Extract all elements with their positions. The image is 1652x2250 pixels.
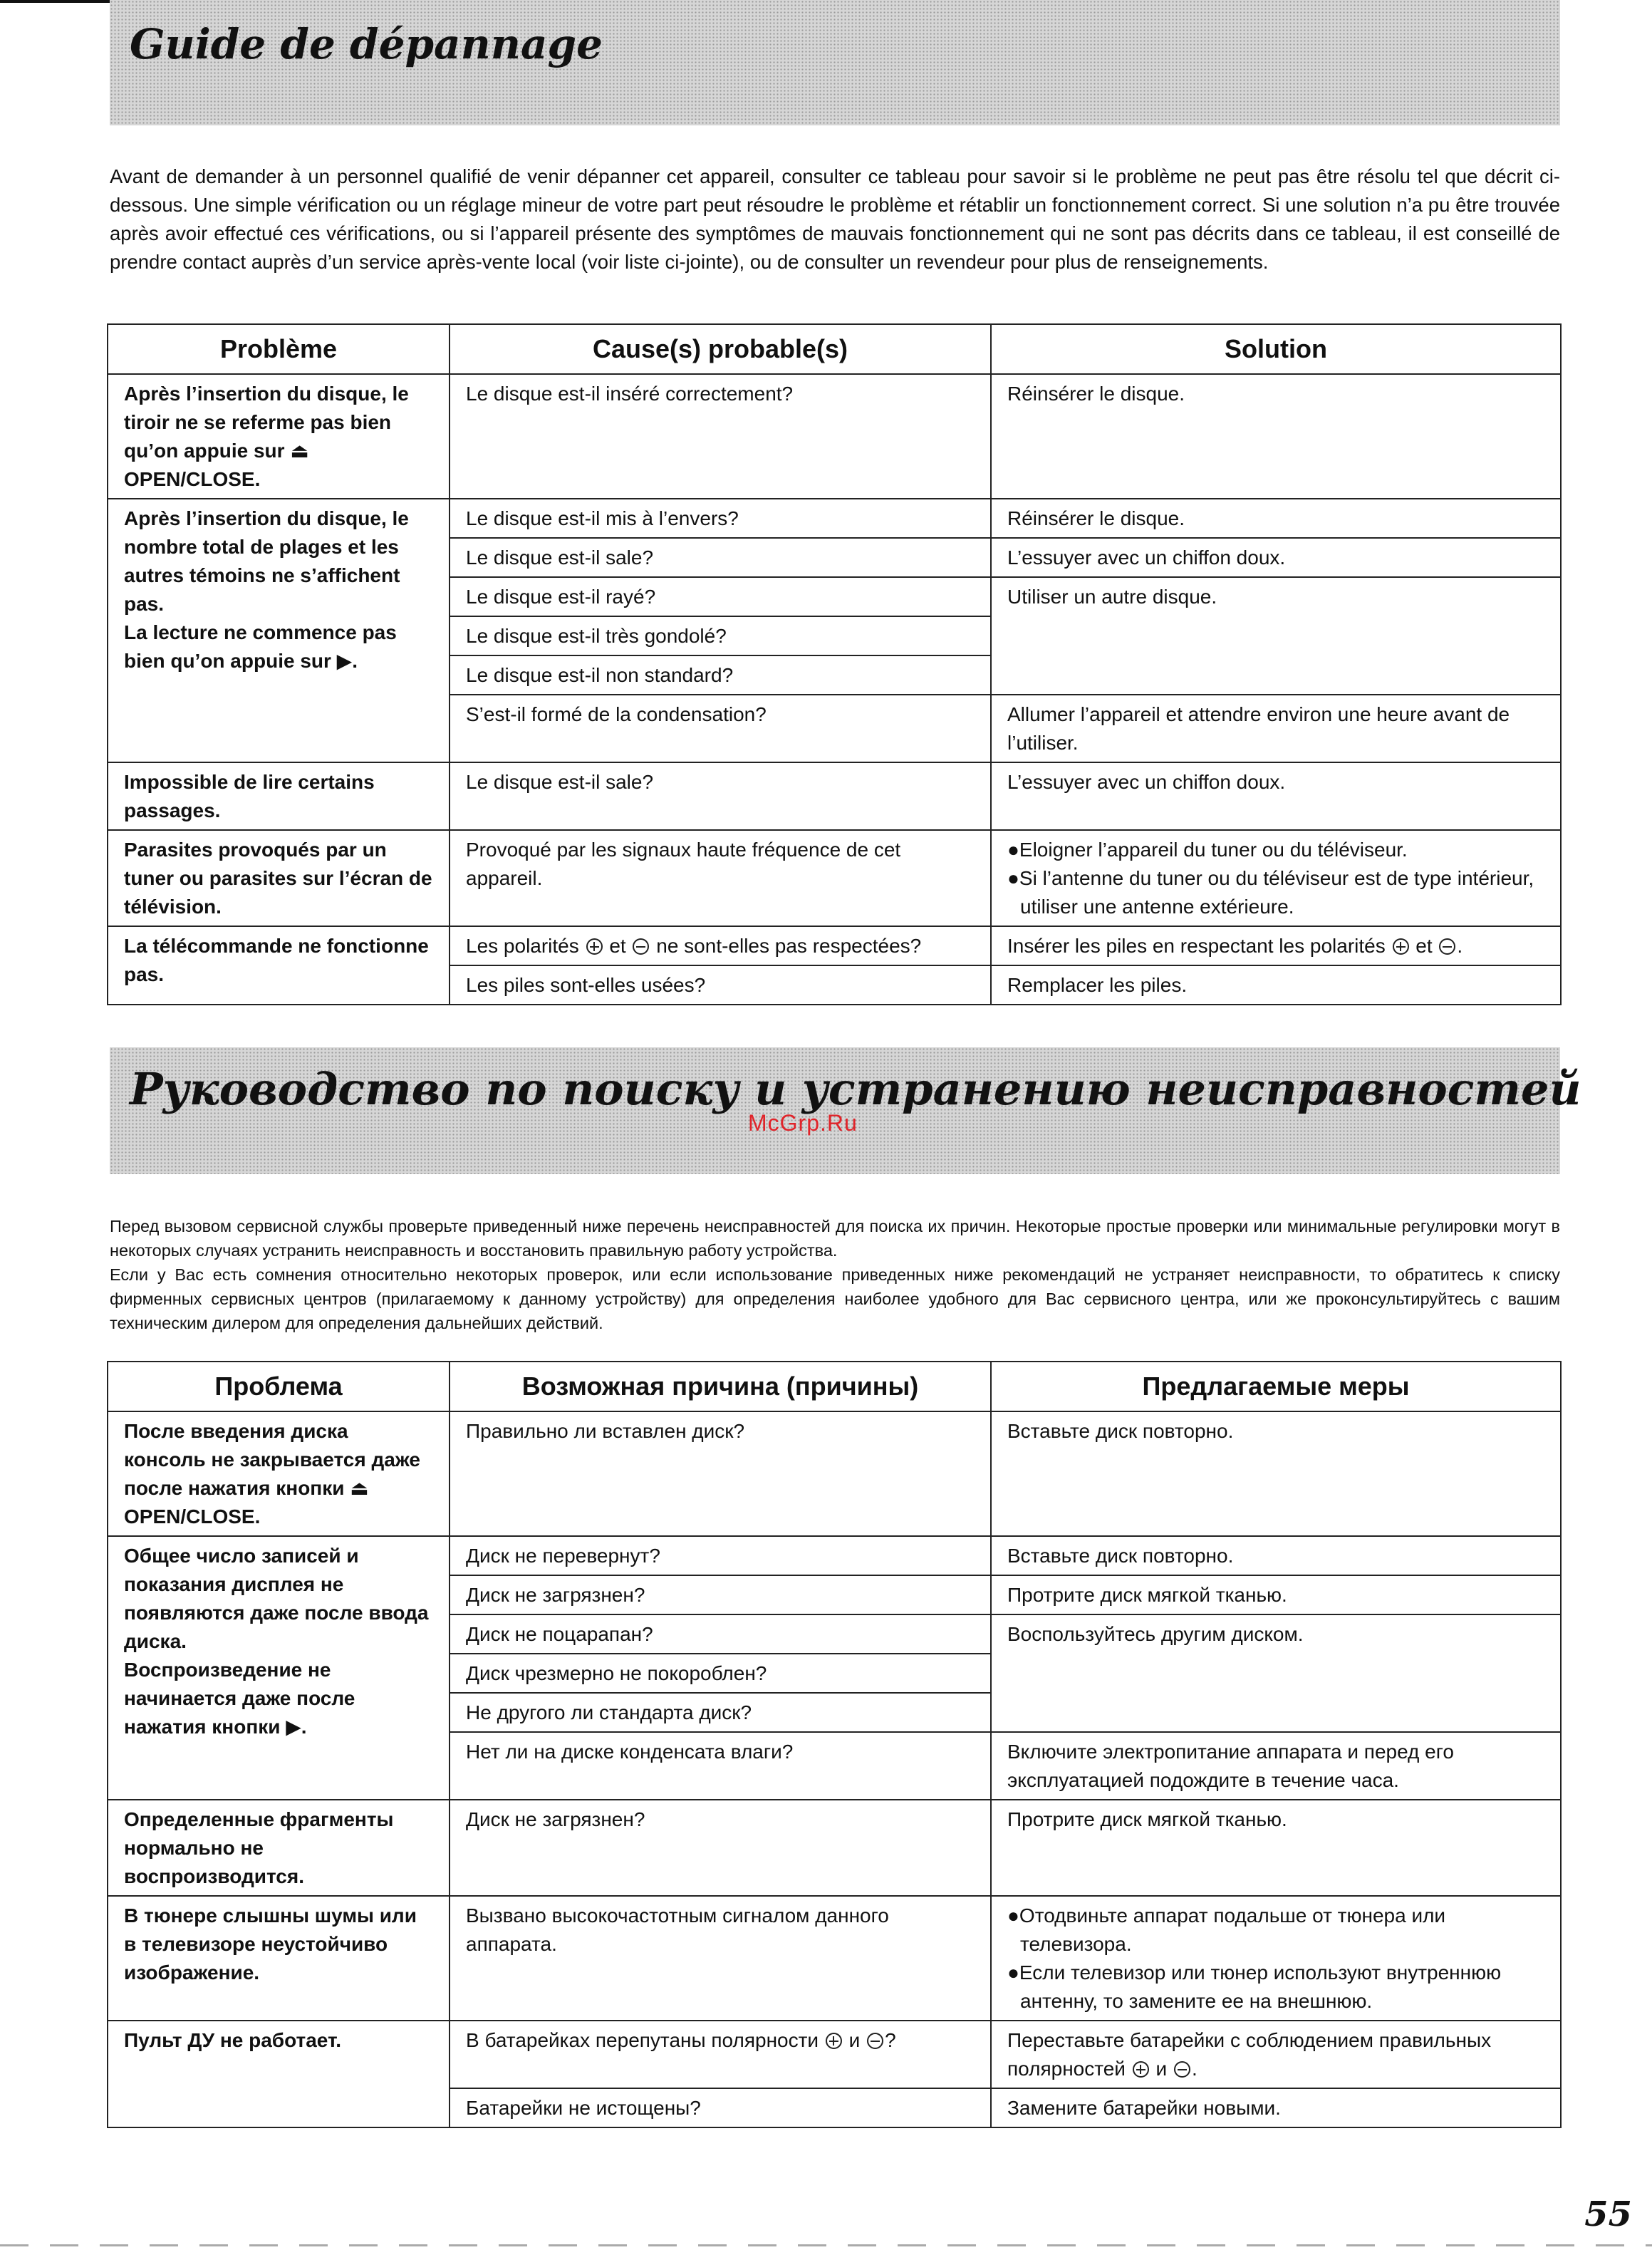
problem-cell: Impossible de lire certains passages. (108, 762, 450, 830)
table-row (108, 2021, 1561, 2088)
bottom-rule (0, 2244, 1652, 2246)
minus-polarity-icon (1439, 938, 1455, 955)
header-problem: Problème (108, 324, 450, 374)
cause-cell: Нет ли на диске конденсата влаги? (450, 1732, 991, 1800)
solution-cell: L’essuyer avec un chiffon doux. (991, 762, 1561, 830)
page-number: 55 (1584, 2194, 1632, 2234)
table-header-row (108, 1362, 1561, 1411)
solution-cell: Вставьте диск повторно. (991, 1536, 1561, 1575)
section-banner-fr (110, 0, 1560, 125)
plus-polarity-icon (826, 2033, 842, 2049)
solution-cell: Протрите диск мягкой тканью. (991, 1800, 1561, 1896)
solution-cell: Включите электропитание аппарата и перед его эксплуатацией подождите в течение часа. (991, 1732, 1561, 1800)
cause-text: и (848, 2029, 861, 2051)
problem-cell (108, 499, 450, 762)
cause-cell: Диск не перевернут? (450, 1536, 991, 1575)
solution-text: et (1415, 935, 1433, 957)
cause-cell (450, 2021, 991, 2088)
minus-polarity-icon (867, 2033, 883, 2049)
header-problem: Проблема (108, 1362, 450, 1411)
solution-text: Insérer les piles en respectant les polarités (1007, 935, 1386, 957)
cause-cell: Le disque est-il mis à l’envers? (450, 499, 991, 538)
problem-text: Après l’insertion du disque, le nombre total de plages et les autres témoins ne s’affichent pas. (124, 507, 409, 615)
cause-cell: Le disque est-il rayé? (450, 577, 991, 616)
problem-cell: La télécommande ne fonctionne pas. (108, 926, 450, 1005)
solution-cell: Протрите диск мягкой тканью. (991, 1575, 1561, 1614)
plus-polarity-icon (1133, 2061, 1149, 2078)
plus-polarity-icon (586, 938, 603, 955)
minus-polarity-icon (1174, 2061, 1190, 2078)
section-title-ru: Руководство по поиску и устранению неисправностей (130, 1063, 1581, 1115)
table-row (108, 499, 1561, 538)
cause-cell: Les piles sont-elles usées? (450, 965, 991, 1005)
problem-text: La lecture ne commence pas bien qu’on appuie sur ▶. (124, 621, 397, 672)
solution-cell: L’essuyer avec un chiffon doux. (991, 538, 1561, 577)
problem-cell: Après l’insertion du disque, le tiroir ne se referme pas bien qu’on appuie sur ⏏ OPEN/CLOSE. (108, 374, 450, 499)
cause-cell: Батарейки не истощены? (450, 2088, 991, 2127)
problem-cell: В тюнере слышны шумы или в телевизоре неустойчиво изображение. (108, 1896, 450, 2021)
solution-cell (991, 926, 1561, 965)
table-row (108, 830, 1561, 926)
solution-bullet: ●Отодвиньте аппарат подальше от тюнера или телевизора. (1007, 1904, 1446, 1955)
minus-polarity-icon (633, 938, 649, 955)
cause-cell: S’est-il formé de la condensation? (450, 695, 991, 762)
solution-cell (991, 1896, 1561, 2021)
intro-sentence: Перед вызовом сервисной службы проверьте приведенный ниже перечень неисправностей для поиска их причин. Некоторые простые проверки или минимальные регулировки могут в некоторых случаях устранить неисправность и восстановить правильную работу устройства. (110, 1217, 1560, 1260)
cause-cell: Диск не загрязнен? (450, 1575, 991, 1614)
cause-cell: Le disque est-il très gondolé? (450, 616, 991, 655)
table-row (108, 1800, 1561, 1896)
solution-text: . (1457, 935, 1463, 957)
solution-cell (991, 2021, 1561, 2088)
solution-cell: Allumer l’appareil et attendre environ une heure avant de l’utiliser. (991, 695, 1561, 762)
intro-paragraph-ru (110, 1214, 1560, 1335)
cause-cell: Le disque est-il sale? (450, 762, 991, 830)
problem-text: Воспроизведение не начинается даже после нажатия кнопки ▶. (124, 1659, 355, 1738)
solution-cell: Remplacer les piles. (991, 965, 1561, 1005)
solution-cell: Réinsérer le disque. (991, 374, 1561, 499)
cause-text: et (609, 935, 626, 957)
cause-text: В батарейках перепутаны полярности (466, 2029, 819, 2051)
solution-text: и (1155, 2058, 1168, 2080)
intro-paragraph-fr: Avant de demander à un personnel qualifié de venir dépanner cet appareil, consulter ce tableau pour savoir si le problème ne peut pas être résolu tel que décrit ci-dessous. Une simple vérification ou un réglage mineur de votre part peut résoudre le problème et rétablir un fonctionnement correct. Si une solution n’a pu être trouvée après avoir effectué ces vérifications, ou si l’appareil présente des symptômes de mauvais fonctionnement qui ne sont pas décrits dans ce tableau, il est conseillé de prendre contact auprès d’un service après-vente local (voir liste ci-jointe), ou de consulter un revendeur pour plus de renseignements. (110, 165, 1560, 273)
header-solution: Предлагаемые меры (991, 1362, 1561, 1411)
solution-cell: Воспользуйтесь другим диском. (991, 1614, 1561, 1732)
solution-text: Переставьте батарейки с соблюдением правильных полярностей (1007, 2029, 1492, 2080)
solution-text: . (1191, 2058, 1198, 2080)
cause-text: ne sont-elles pas respectées? (656, 935, 922, 957)
header-cause: Возможная причина (причины) (450, 1362, 991, 1411)
table-row (108, 1411, 1561, 1536)
cause-cell: Le disque est-il inséré correctement? (450, 374, 991, 499)
solution-cell: Замените батарейки новыми. (991, 2088, 1561, 2127)
cause-cell: Provoqué par les signaux haute fréquence de cet appareil. (450, 830, 991, 926)
problem-cell (108, 1536, 450, 1800)
solution-cell: Utiliser un autre disque. (991, 577, 1561, 695)
table-row (108, 374, 1561, 499)
header-solution: Solution (991, 324, 1561, 374)
problem-cell: Определенные фрагменты нормально не воспроизводится. (108, 1800, 450, 1896)
solution-cell: Вставьте диск повторно. (991, 1411, 1561, 1536)
cause-cell: Диск чрезмерно не покороблен? (450, 1654, 991, 1693)
solution-cell: Réinsérer le disque. (991, 499, 1561, 538)
table-row (108, 762, 1561, 830)
cause-cell (450, 926, 991, 965)
watermark-text: McGrp.Ru (748, 1110, 858, 1136)
problem-text: Общее число записей и показания дисплея не появляются даже после ввода диска. (124, 1545, 429, 1652)
cause-text: Les polarités (466, 935, 579, 957)
table-header-row (108, 324, 1561, 374)
solution-bullet: ●Eloigner l’appareil du tuner ou du téléviseur. (1007, 839, 1408, 861)
section-title-fr: Guide de dépannage (130, 20, 603, 68)
problem-cell: После введения диска консоль не закрывается даже после нажатия кнопки ⏏ OPEN/CLOSE. (108, 1411, 450, 1536)
troubleshooting-table-ru (107, 1361, 1562, 2128)
solution-bullet: ●Si l’antenne du tuner ou du téléviseur est de type intérieur, utiliser une antenne extérieure. (1007, 867, 1534, 918)
solution-cell (991, 830, 1561, 926)
problem-cell: Parasites provoqués par un tuner ou parasites sur l’écran de télévision. (108, 830, 450, 926)
troubleshooting-table-fr (107, 323, 1562, 1005)
cause-cell: Правильно ли вставлен диск? (450, 1411, 991, 1536)
cause-text: ? (885, 2029, 896, 2051)
cause-cell: Le disque est-il sale? (450, 538, 991, 577)
cause-cell: Не другого ли стандарта диск? (450, 1693, 991, 1732)
table-row (108, 1896, 1561, 2021)
plus-polarity-icon (1393, 938, 1409, 955)
cause-cell: Вызвано высокочастотным сигналом данного аппарата. (450, 1896, 991, 2021)
problem-cell: Пульт ДУ не работает. (108, 2021, 450, 2127)
cause-cell: Диск не загрязнен? (450, 1800, 991, 1896)
top-rule (0, 0, 128, 3)
table-row (108, 1536, 1561, 1575)
solution-bullet: ●Если телевизор или тюнер используют внутреннюю антенну, то замените ее на внешнюю. (1007, 1961, 1502, 2012)
header-cause: Cause(s) probable(s) (450, 324, 991, 374)
cause-cell: Диск не поцарапан? (450, 1614, 991, 1654)
intro-sentence: Если у Вас есть сомнения относительно некоторых проверок, или если использование приведенных ниже рекомендаций не устраняет неисправности, то обратитесь к списку фирменных сервисных центров (прилагаемому к данному устройству) для определения наиболее удобного для Вас сервисного центра, или же проконсультируйтесь с вашим техническим дилером для определения дальнейших действий. (110, 1265, 1560, 1332)
cause-cell: Le disque est-il non standard? (450, 655, 991, 695)
table-row (108, 926, 1561, 965)
